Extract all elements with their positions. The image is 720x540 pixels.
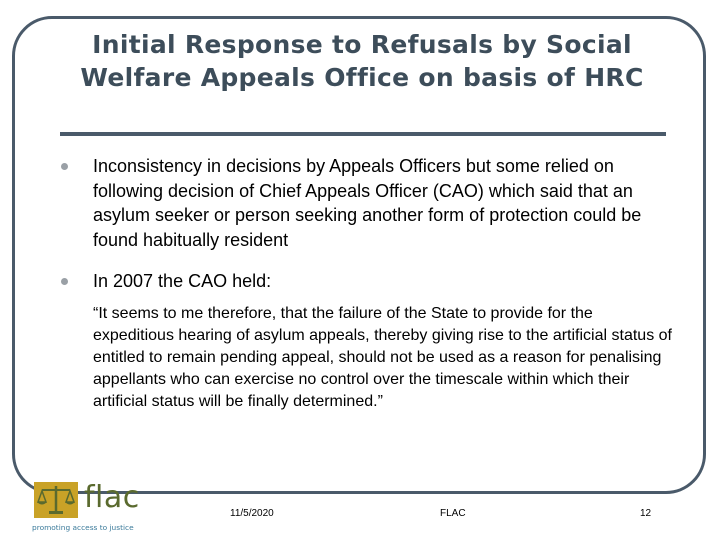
bullet-text-cao-held: In 2007 the CAO held: xyxy=(93,271,272,291)
bullet-dot-icon xyxy=(61,163,68,170)
page-number: 12 xyxy=(640,508,652,519)
bullet-text-inconsistency: Inconsistency in decisions by Appeals Officers but some relied on following decision of Chief Appeals Officer (CAO) which said that an asylum seeker or person seeking another form of protection could be found habitually resident xyxy=(93,156,642,250)
flac-logo xyxy=(32,480,142,538)
cao-quote: “It seems to me therefore, that the failure of the State to provide for the expeditious hearing of asylum appeals, thereby giving rise to the artificial status of entitled to remain pending appeal, should not be used as a reason for penalising appellants who can exercise no control over the timescale within which their artificial status will be finally determined.” xyxy=(93,305,672,410)
bullet-dot-icon xyxy=(61,278,68,285)
logo-tagline: promoting access to justice xyxy=(32,523,134,532)
footer-label: FLAC xyxy=(440,508,466,519)
title-divider xyxy=(60,132,666,136)
logo-wordmark: flac xyxy=(84,480,140,515)
slide-title: Initial Response to Refusals by Social Welfare Appeals Office on basis of HRC xyxy=(80,30,644,92)
footer-date: 11/5/2020 xyxy=(230,508,274,519)
scales-of-justice-icon xyxy=(32,480,80,520)
